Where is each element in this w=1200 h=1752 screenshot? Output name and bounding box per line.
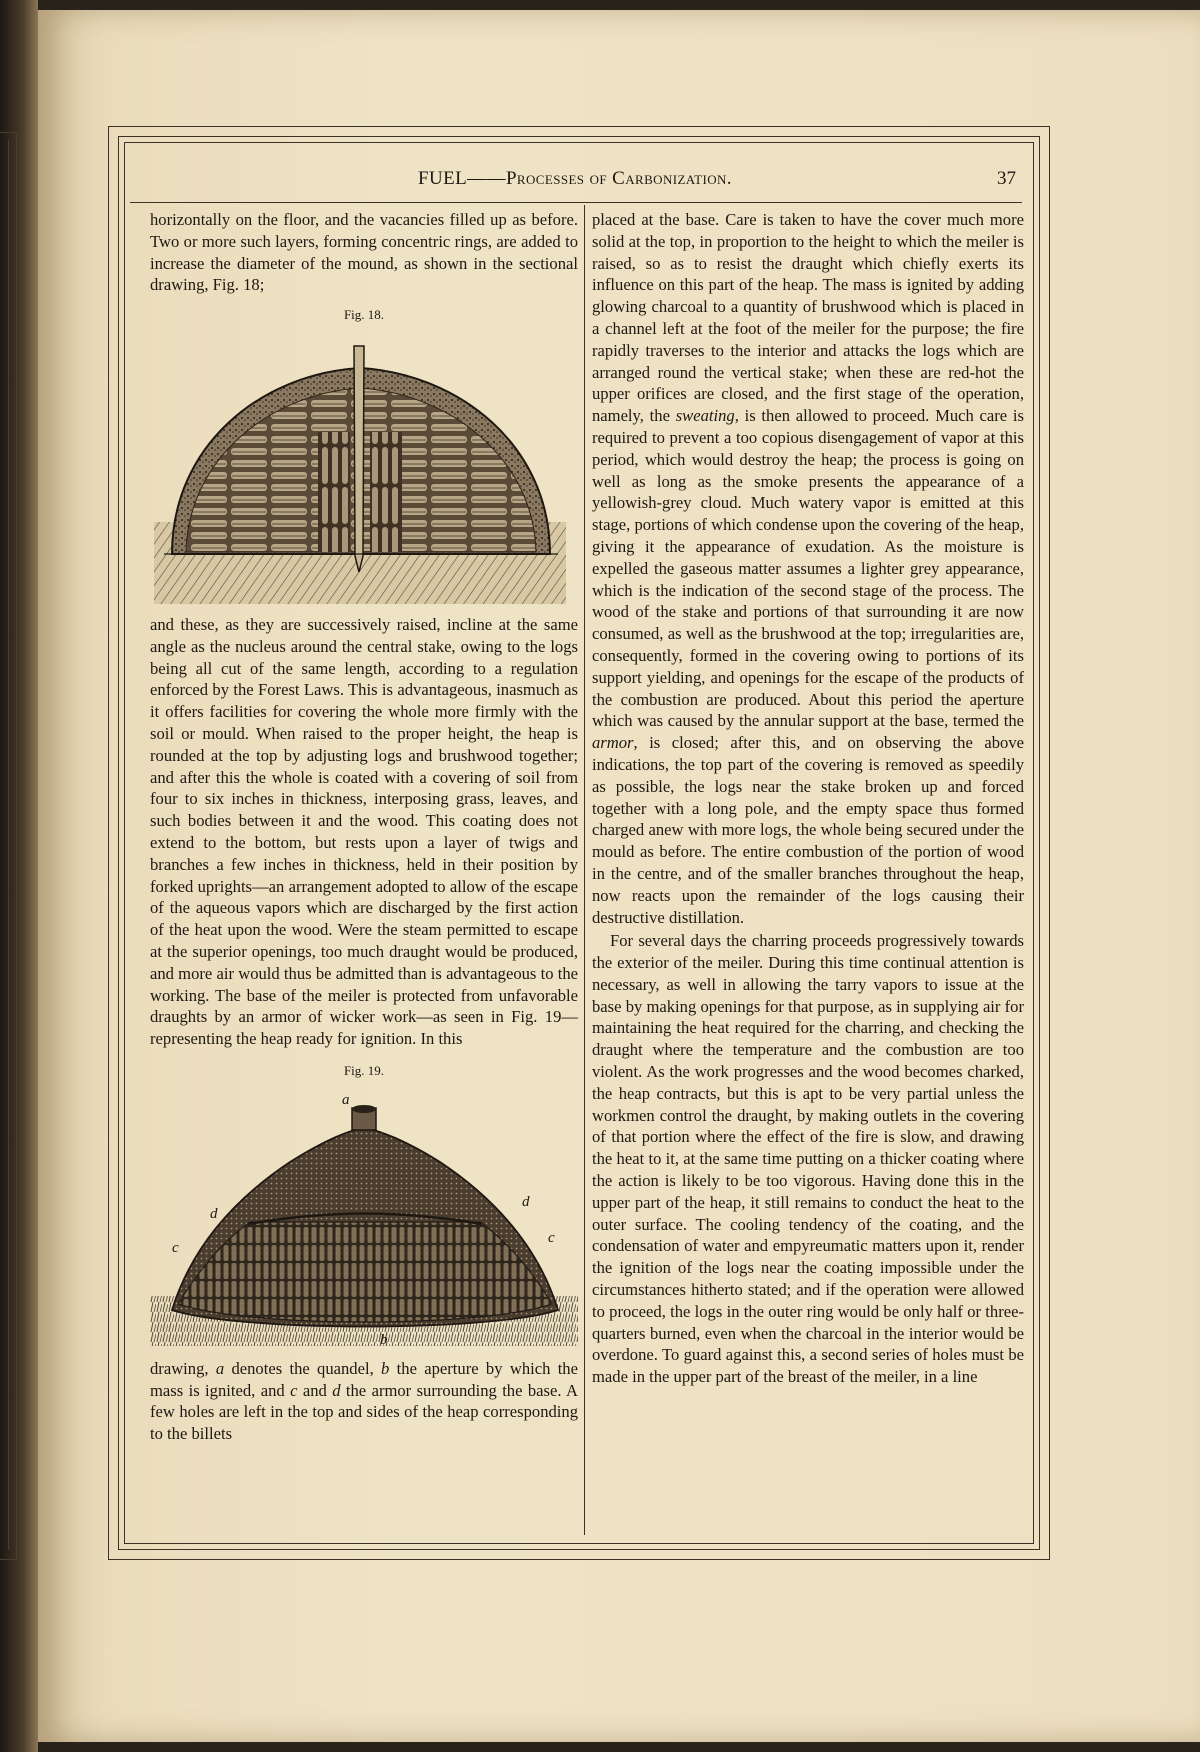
para3-text-a: drawing, bbox=[150, 1358, 216, 1378]
para3-italic-c: c bbox=[290, 1380, 298, 1400]
right-para1-italic-sweating: sweating bbox=[675, 406, 735, 426]
label-b: b bbox=[380, 1331, 388, 1348]
title-processes: Processes of Carbonization. bbox=[505, 168, 732, 189]
title-fuel: FUEL bbox=[418, 168, 468, 189]
label-a: a bbox=[342, 1091, 350, 1108]
left-paragraph-2: and these, as they are successively raised, incline at the same angle as the nucleus around the central stake, owing to the logs being all cut of the same length, according to a regulation enforced by the Forest Laws. This is advantageous, inasmuch as it offers facilities for covering the whole more firmly with the soil or mould. When raised to the proper height, the heap is rounded at the top by adjusting logs and brushwood together; and after this the whole is coated with a covering of soil from four to six inches in thickness, interposing grass, leaves, and such bodies between it and the wood. This coating does not extend to the bottom, but rests upon a layer of twigs and branches a few inches in thickness, held in their position by forked uprights—an arrangement adopted to allow of the escape of the aqueous vapors which are discharged by the first action of the heat upon the wood. Were the steam permitted to escape at the superior openings, too much draught would be produced, and more air would thus be admitted than is advantageous to the working. The base of the meiler is protected from unfavorable draughts by an armor of wicker work—as seen in Fig. 19—representing the heap ready for ignition. In this bbox=[150, 614, 578, 1049]
para3-italic-a: a bbox=[215, 1358, 225, 1378]
para3-text-d: and bbox=[297, 1380, 333, 1400]
right-para1-italic-armor: armor bbox=[592, 733, 634, 753]
right-para1-text-a: placed at the base. Care is taken to have the cover much more solid at the top, in proportion to the height to which the meiler is raised, so as to resist the draught which chiefly exerts its influence on this part of the heap. The mass is ignited by adding glowing charcoal to a quantity of brushwood which is placed in a channel left at the foot of the meiler for the purpose; the fire rapidly traverses to the interior and attacks the logs which are arranged round the vertical stake; when these are red-hot the upper orifices are closed, and the first stage of the operation, namely, the bbox=[592, 210, 1024, 426]
label-d-right: d bbox=[522, 1193, 530, 1210]
para3-text-e: the armor surrounding the base. A few holes are left in the top and sides of the heap corresponding to the billets bbox=[150, 1380, 578, 1444]
right-paragraph-2: For several days the charring proceeds progressively towards the exterior of the meiler. During this time continual attention is necessary, as well in allowing the tarry vapors to issue at the base by making openings for that purpose, as in supplying air for maintaining the heat required for the charring, and checking the draught where the temperature and the combustion are too violent. As the work progresses and the wood becomes charked, the heap contracts, but this is apt to be very partial unless the workmen control the draught, by making outlets in the covering of that portion where the effect of the fire is slow, and drawing the heat to it, at the same time putting on a thicker coating where the action is likely to be too vigorous. Having done this in the upper part of the heap, it still remains to conduct the heat to the outer surface. The cooling tendency of the coating, and the condensation of water and empyreumatic matters upon it, render the ignition of the logs near the coating impossible under the circumstances hitherto stated; and if the operation were allowed to proceed, the logs in the outer ring would be only half or three-quarters burned, even when the charcoal in the interior would be overdone. To guard against this, a second series of holes must be made in the upper part of the breast of the meiler, in a line bbox=[592, 931, 1024, 1387]
fig19-label: Fig. 19. bbox=[343, 1062, 385, 1078]
right-para1-text-c: , is closed; after this, and on observing the above indications, the top part of the covering is removed as speedily as possible, the logs near the stake broken up and forced together with a long pole, and the empty space thus formed charged anew with more logs, the whole being secured under the mould as before. The entire combustion of the portion of wood in the centre, and of the smaller branches throughout the heap, now reacts upon the remainder of the logs causing their destructive distillation. bbox=[592, 733, 1024, 927]
left-paragraph-1: horizontally on the floor, and the vacancies filled up as before. Two or more such layers, forming concentric rings, are added to increase the diameter of the mound, as shown in the sectional drawing, Fig. 18; bbox=[150, 210, 578, 295]
running-header bbox=[130, 162, 1020, 196]
fig18-sectional-meiler-illustration bbox=[150, 326, 578, 608]
central-stake bbox=[354, 346, 364, 572]
right-column bbox=[592, 209, 1024, 1388]
left-column bbox=[150, 209, 578, 1445]
page-number: 37 bbox=[997, 168, 1016, 189]
label-d-left: d bbox=[210, 1205, 218, 1222]
running-title bbox=[130, 168, 1020, 190]
right-para1-text-b: , is then allowed to proceed. Much care is required to prevent a too copious disengagement of vapor at this period, which would destroy the heap; the process is going on well as long as the smoke presents the appearance of a yellowish-grey cloud. Much watery vapor is emitted at this stage, portions of which condense upon the covering of the heap, giving it the appearance of exudation. As the moisture is expelled the gaseous matter assumes a lighter grey appearance, which is the indication of the second stage of the process. The wood of the stake and portions of that surrounding it are now consumed, as well as the brushwood at the top; irregularities are, consequently, formed in the covering owing to portions of its support yielding, and openings for the escape of the products of the combustion are produced. About this period the aperture which was caused by the annular support at the base, termed the bbox=[592, 406, 1024, 731]
label-c-left: c bbox=[172, 1239, 179, 1256]
title-dash: —— bbox=[467, 168, 506, 189]
fig19-meiler-ready-for-ignition-illustration bbox=[150, 1082, 578, 1350]
facing-page-frame-inner bbox=[0, 140, 9, 1550]
wicker-armor bbox=[178, 1222, 552, 1322]
column-divider bbox=[584, 205, 585, 1535]
header-rule bbox=[130, 202, 1022, 203]
para3-text-c: the aperture by which the mass is ignited, and bbox=[150, 1358, 578, 1400]
left-paragraph-3 bbox=[150, 1358, 578, 1445]
para3-italic-b: b bbox=[381, 1358, 390, 1378]
para3-text-b: denotes the quandel, bbox=[224, 1358, 382, 1378]
vertical-logs-right bbox=[370, 432, 402, 552]
vertical-logs-left bbox=[318, 432, 350, 552]
fig18-label: Fig. 18. bbox=[343, 307, 385, 323]
label-c-right: c bbox=[548, 1229, 555, 1246]
para3-italic-d: d bbox=[332, 1380, 341, 1400]
right-paragraph-1 bbox=[592, 209, 1024, 928]
